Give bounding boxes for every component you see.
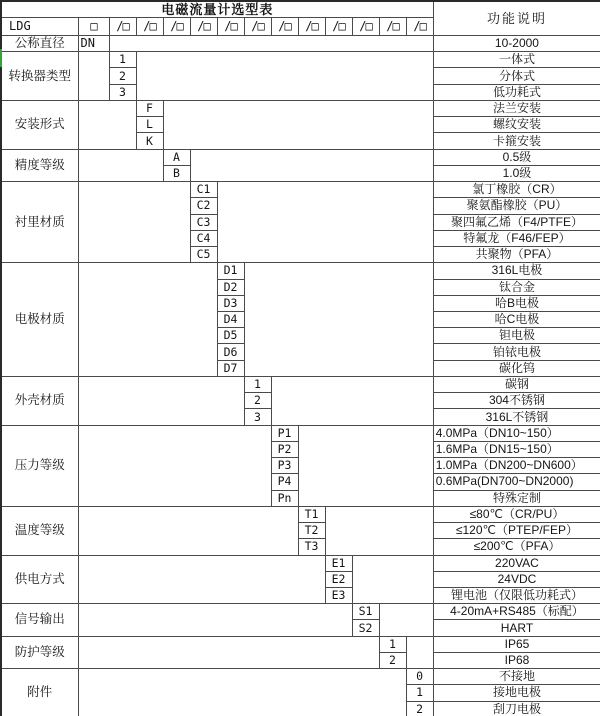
filler-cell (352, 555, 433, 604)
option-code-cell: K (136, 133, 163, 149)
section-label: 防护等级 (1, 636, 78, 668)
filler-cell (217, 182, 433, 263)
section-label: 转换器类型 (1, 52, 78, 101)
option-code-cell: E3 (325, 587, 352, 603)
option-code-cell: S1 (352, 604, 379, 620)
section-label: 信号输出 (1, 604, 78, 636)
filler-cell (78, 52, 109, 101)
option-desc-cell: 1.0MPa（DN200~DN600） (433, 458, 600, 474)
option-desc-cell: 分体式 (433, 68, 600, 84)
option-desc-cell: 钽电极 (433, 328, 600, 344)
filler-cell (78, 100, 136, 149)
option-desc-cell: IP65 (433, 636, 600, 652)
option-code-cell: 3 (244, 409, 271, 425)
option-code-cell: D2 (217, 279, 244, 295)
model-code-slash-box: /□ (109, 18, 136, 36)
model-code-base-box: □ (78, 18, 109, 36)
option-code-cell: A (163, 149, 190, 165)
option-desc-cell: 低功耗式 (433, 84, 600, 100)
model-code-slash-box: /□ (298, 18, 325, 36)
green-edge-artifact (0, 49, 2, 67)
table-title: 电磁流量计选型表 (1, 1, 433, 18)
option-code-cell: Pn (271, 490, 298, 506)
option-code-cell: B (163, 165, 190, 181)
option-code-cell: 1 (109, 52, 136, 68)
option-code-cell: D7 (217, 360, 244, 376)
option-code-cell: 2 (406, 701, 433, 716)
section-label: 安装形式 (1, 100, 78, 149)
section-label: 压力等级 (1, 425, 78, 506)
option-code-cell: P3 (271, 458, 298, 474)
option-code-cell: F (136, 100, 163, 116)
option-code-cell: 1 (244, 376, 271, 392)
option-desc-cell: HART (433, 620, 600, 636)
option-desc-cell: 0.5级 (433, 149, 600, 165)
option-code-cell: 2 (109, 68, 136, 84)
option-desc-cell: 0.6MPa(DN700~DN2000) (433, 474, 600, 490)
filler-cell (163, 100, 433, 149)
filler-cell (78, 149, 163, 181)
option-code-cell: 2 (244, 393, 271, 409)
option-desc-cell: 聚四氟乙烯（F4/PTFE） (433, 214, 600, 230)
filler-cell (78, 182, 190, 263)
option-desc-cell: 螺纹安装 (433, 117, 600, 133)
model-code-slash-box: /□ (244, 18, 271, 36)
option-code-cell: 0 (406, 669, 433, 685)
option-desc-cell: 锂电池（仅限低功耗式） (433, 587, 600, 603)
option-code-cell: C3 (190, 214, 217, 230)
filler-cell (78, 555, 325, 604)
option-desc-cell: ≤80℃（CR/PU） (433, 506, 600, 522)
option-code-cell: C1 (190, 182, 217, 198)
model-code-slash-box: /□ (352, 18, 379, 36)
option-desc-cell: ≤200℃（PFA） (433, 539, 600, 555)
model-code-prefix: LDG (1, 18, 78, 36)
option-desc-cell: 法兰安装 (433, 100, 600, 116)
section-label: 供电方式 (1, 555, 78, 604)
option-code-cell: D5 (217, 328, 244, 344)
option-desc-cell: 220VAC (433, 555, 600, 571)
option-desc-cell: 1.0级 (433, 165, 600, 181)
filler-cell (136, 52, 433, 101)
section-label: 衬里材质 (1, 182, 78, 263)
option-desc-cell: 刮刀电极 (433, 701, 600, 716)
option-code-cell: C5 (190, 247, 217, 263)
option-desc-cell: 1.6MPa（DN15~150） (433, 441, 600, 457)
filler-cell (190, 149, 433, 181)
filler-cell (78, 425, 271, 506)
section-label-diameter: 公称直径 (1, 36, 78, 52)
filler-cell (78, 636, 379, 668)
section-label: 电极材质 (1, 263, 78, 377)
option-code-cell: P4 (271, 474, 298, 490)
option-desc-cell: 316L不锈钢 (433, 409, 600, 425)
model-code-slash-box: /□ (325, 18, 352, 36)
section-label: 附件 (1, 669, 78, 716)
option-code-cell: D6 (217, 344, 244, 360)
option-desc-cell: 特氟龙（F46/FEP） (433, 230, 600, 246)
option-desc-cell: IP68 (433, 652, 600, 668)
diameter-code-cell: DN (78, 36, 109, 52)
section-label: 精度等级 (1, 149, 78, 181)
filler-cell (406, 636, 433, 668)
filler-cell (78, 669, 406, 716)
option-desc-cell: 聚氨酯橡胶（PU） (433, 198, 600, 214)
model-code-slash-box: /□ (163, 18, 190, 36)
option-code-cell: C4 (190, 230, 217, 246)
filler-cell (298, 425, 433, 506)
filler-cell (379, 604, 433, 636)
option-desc-cell: 接地电极 (433, 685, 600, 701)
filler-cell (78, 506, 298, 555)
option-code-cell: S2 (352, 620, 379, 636)
filler-cell (78, 604, 352, 636)
option-desc-cell: 304不锈钢 (433, 393, 600, 409)
option-code-cell: D3 (217, 295, 244, 311)
option-desc-cell: 卡箍安装 (433, 133, 600, 149)
option-code-cell: L (136, 117, 163, 133)
function-description-header: 功能说明 (433, 1, 600, 36)
option-code-cell: D4 (217, 311, 244, 327)
option-desc-cell: 共聚物（PFA） (433, 247, 600, 263)
diameter-value-cell: 10-2000 (433, 36, 600, 52)
option-desc-cell: 特殊定制 (433, 490, 600, 506)
option-desc-cell: 钛合金 (433, 279, 600, 295)
option-desc-cell: ≤120℃（PTEP/FEP） (433, 523, 600, 539)
option-code-cell: C2 (190, 198, 217, 214)
option-desc-cell: 哈B电极 (433, 295, 600, 311)
model-code-slash-box: /□ (190, 18, 217, 36)
option-desc-cell: 不接地 (433, 669, 600, 685)
option-code-cell: E2 (325, 571, 352, 587)
option-desc-cell: 一体式 (433, 52, 600, 68)
option-desc-cell: 4-20mA+RS485（标配） (433, 604, 600, 620)
option-code-cell: 2 (379, 652, 406, 668)
filler-cell (78, 376, 244, 425)
model-code-slash-box: /□ (406, 18, 433, 36)
option-code-cell: 1 (379, 636, 406, 652)
option-code-cell: 1 (406, 685, 433, 701)
option-desc-cell: 氯丁橡胶（CR） (433, 182, 600, 198)
filler-cell (78, 263, 217, 377)
option-desc-cell: 哈C电极 (433, 311, 600, 327)
option-code-cell: T1 (298, 506, 325, 522)
filler-cell (271, 376, 433, 425)
option-code-cell: P2 (271, 441, 298, 457)
option-code-cell: D1 (217, 263, 244, 279)
model-code-slash-box: /□ (271, 18, 298, 36)
option-code-cell: T2 (298, 523, 325, 539)
option-code-cell: 3 (109, 84, 136, 100)
model-code-slash-box: /□ (217, 18, 244, 36)
filler-cell (109, 36, 433, 52)
option-desc-cell: 铂铱电极 (433, 344, 600, 360)
filler-cell (325, 506, 433, 555)
option-desc-cell: 碳钢 (433, 376, 600, 392)
option-desc-cell: 4.0MPa（DN10~150） (433, 425, 600, 441)
option-desc-cell: 316L电极 (433, 263, 600, 279)
model-code-slash-box: /□ (136, 18, 163, 36)
option-code-cell: E1 (325, 555, 352, 571)
section-label: 温度等级 (1, 506, 78, 555)
section-label: 外壳材质 (1, 376, 78, 425)
option-code-cell: T3 (298, 539, 325, 555)
filler-cell (244, 263, 433, 377)
option-code-cell: P1 (271, 425, 298, 441)
model-code-slash-box: /□ (379, 18, 406, 36)
option-desc-cell: 碳化钨 (433, 360, 600, 376)
option-desc-cell: 24VDC (433, 571, 600, 587)
